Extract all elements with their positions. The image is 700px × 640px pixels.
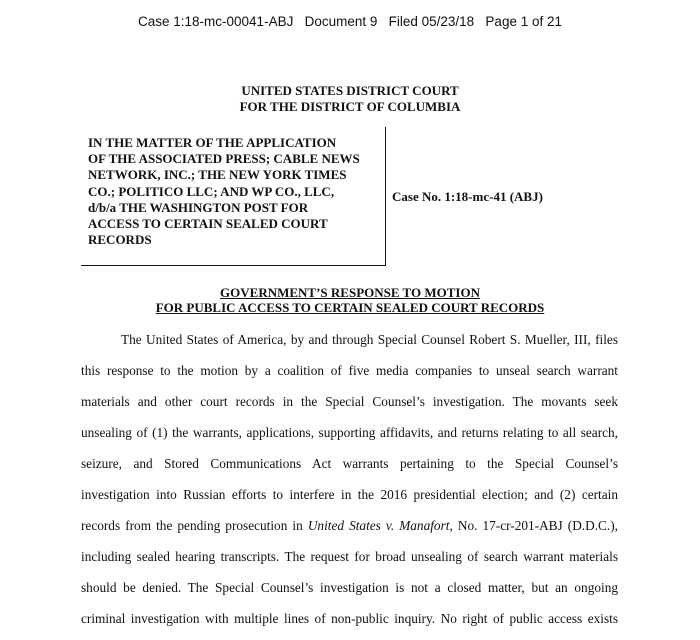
caption-line: OF THE ASSOCIATED PRESS; CABLE NEWS: [88, 151, 360, 167]
case-caption-text: [88, 135, 380, 248]
title-line-1: GOVERNMENT’S RESPONSE TO MOTION: [220, 285, 480, 300]
body-line: unsealing of (1) the warrants, applications, supporting affidavits, and returns relating to all search,: [81, 425, 618, 440]
body-line: seizure, and Stored Communications Act warrants pertaining to the Special Counsel’s: [81, 456, 618, 471]
case-number: Case No. 1:18-mc-41 (ABJ): [392, 189, 543, 204]
body-line: including sealed hearing transcripts. The request for broad unsealing of search warrant materials: [81, 549, 618, 564]
caption-line: ACCESS TO CERTAIN SEALED COURT: [88, 216, 328, 232]
body-line: criminal investigation with multiple lines of non-public inquiry. No right of public access exists: [81, 611, 618, 626]
document-title: [0, 285, 700, 315]
case-caption-box: [81, 127, 386, 266]
body-line-text: records from the pending prosecution in: [81, 518, 308, 533]
caption-line: NETWORK, INC.; THE NEW YORK TIMES: [88, 167, 347, 183]
body-line-tail: , No. 17-cr-201-ABJ (D.D.C.),: [449, 518, 619, 533]
page-header: Case 1:18-mc-00041-ABJ Document 9 Filed 05/23/18 Page 1 of 21: [138, 14, 562, 29]
caption-line: IN THE MATTER OF THE APPLICATION: [88, 135, 337, 150]
court-line-2: FOR THE DISTRICT OF COLUMBIA: [239, 99, 461, 114]
court-name: [0, 83, 700, 115]
body-line: The United States of America, by and through Special Counsel Robert S. Mueller, III, files: [121, 332, 618, 347]
court-line-1: UNITED STATES DISTRICT COURT: [241, 83, 459, 98]
title-line-2: FOR PUBLIC ACCESS TO CERTAIN SEALED COURT RECORDS: [155, 300, 545, 315]
body-line: materials and other court records in the Special Counsel’s investigation. The movants seek: [81, 394, 618, 409]
body-line: investigation into Russian efforts to interfere in the 2016 presidential election; and (2) certain: [81, 487, 618, 502]
caption-line: RECORDS: [88, 232, 152, 248]
case-citation: United States v. Manafort: [307, 518, 450, 533]
caption-line: CO.; POLITICO LLC; AND WP CO., LLC,: [88, 183, 335, 199]
body-line: this response to the motion by a coalition of five media companies to unseal search warrant: [81, 363, 618, 378]
body-line-with-citation: [81, 516, 618, 547]
body-line: should be denied. The Special Counsel’s investigation is not a closed matter, but an ongoing: [81, 580, 618, 595]
caption-line: d/b/a THE WASHINGTON POST FOR: [88, 199, 309, 215]
body-text: [81, 330, 618, 640]
